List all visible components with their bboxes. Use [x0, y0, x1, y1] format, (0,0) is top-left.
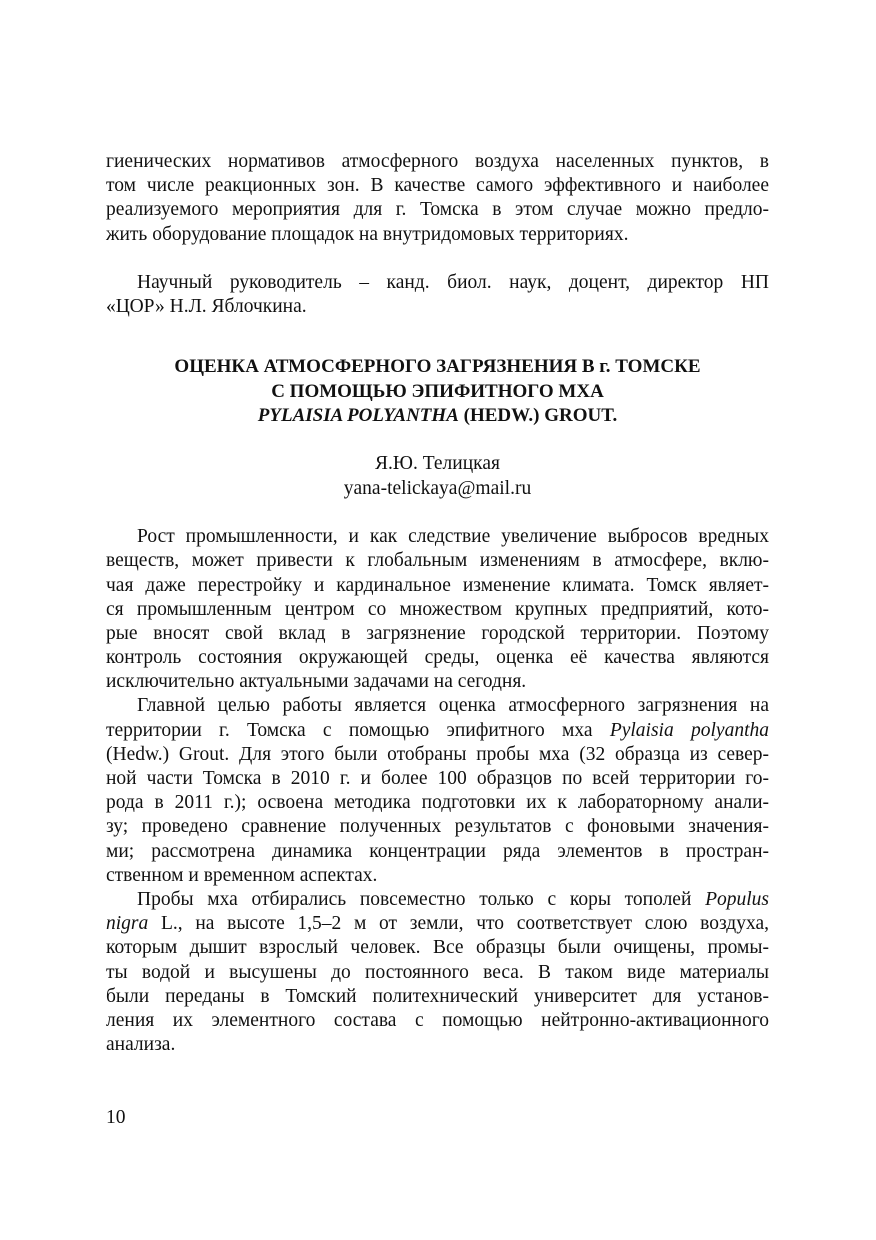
- text-line: зу; проведено сравнение полученных результатов с фоновыми значения-: [106, 816, 769, 838]
- text-line: рода в 2011 г.); освоена методика подготовки их к лабораторному анали-: [106, 792, 769, 814]
- text-line: реализуемого мероприятия для г. Томска в этом случае можно предло-: [106, 199, 769, 221]
- body-paragraph-3: [106, 888, 769, 1057]
- text-line: гиенических нормативов атмосферного воздуха населенных пунктов, в: [106, 151, 769, 172]
- text-line: «ЦОР» Н.Л. Яблочкина.: [106, 295, 307, 317]
- text-fragment: Пробы мха отбирались повсеместно только с коры тополей: [137, 888, 706, 910]
- text-line: чая даже перестройку и кардинальное изменение климата. Томск являет-: [106, 574, 769, 596]
- supervisor-note: [106, 271, 769, 319]
- text-line: веществ, может привести к глобальным изменениям в атмосфере, вклю-: [106, 550, 769, 572]
- author-email: yana-telickaya@mail.ru: [343, 477, 532, 499]
- document-page: [106, 150, 769, 1057]
- body-paragraph-1: [106, 525, 769, 694]
- title-line: [106, 404, 769, 428]
- text-line: ты водой и высушены до постоянного веса. В таком виде материалы: [106, 961, 769, 983]
- text-line: ственном и временном аспектах.: [106, 864, 378, 886]
- text-line: [106, 719, 769, 743]
- text-line: ми; рассмотрена динамика концентрации ряда элементов в простран-: [106, 840, 769, 862]
- text-line: (Hedw.) Grout. Для этого были отобраны пробы мха (32 образца из север-: [106, 743, 769, 765]
- text-line: [106, 888, 769, 912]
- author-block: [106, 452, 769, 501]
- species-epithet: nigra: [106, 913, 149, 935]
- text-line: Главной целью работы является оценка атмосферного загрязнения на: [137, 695, 769, 717]
- text-line: ся промышленным центром со множеством крупных предприятий, кото-: [106, 598, 769, 620]
- text-line: были переданы в Томский политехнический университет для установ-: [106, 985, 769, 1007]
- title-species-name: PYLAISIA POLYANTHA: [257, 404, 459, 426]
- article-title: [106, 355, 769, 428]
- text-fragment: L., на высоте 1,5–2 м от земли, что соответствует слою воздуха,: [148, 913, 769, 935]
- author-name: Я.Ю. Телицкая: [375, 453, 500, 475]
- species-name: Pylaisia polyantha: [609, 719, 769, 741]
- intro-paragraph: [106, 150, 769, 247]
- body-paragraph-2: [106, 694, 769, 888]
- page-number: 10: [106, 1107, 126, 1128]
- text-fragment: территории г. Томска с помощью эпифитного мха: [106, 719, 610, 741]
- text-line: Научный руководитель – канд. биол. наук, доцент, директор НП: [137, 271, 769, 293]
- text-line: жить оборудование площадок на внутридомовых территориях.: [106, 223, 629, 245]
- text-line: ления их элементного состава с помощью нейтронно-активационного: [106, 1009, 769, 1031]
- species-genus: Populus: [705, 888, 769, 910]
- title-species-authority: (HEDW.) GROUT.: [458, 404, 618, 426]
- title-line: С ПОМОЩЬЮ ЭПИФИТНОГО МХА: [271, 380, 604, 402]
- text-line: контроль состояния окружающей среды, оценка её качества являются: [106, 647, 769, 669]
- text-line: исключительно актуальными задачами на сегодня.: [106, 671, 527, 693]
- text-line: Рост промышленности, и как следствие увеличение выбросов вредных: [137, 526, 769, 548]
- text-line: ной части Томска в 2010 г. и более 100 образцов по всей территории го-: [106, 768, 769, 790]
- title-line: ОЦЕНКА АТМОСФЕРНОГО ЗАГРЯЗНЕНИЯ В г. ТОМСКЕ: [174, 356, 701, 378]
- text-line: рые вносят свой вклад в загрязнение городской территории. Поэтому: [106, 622, 769, 644]
- text-line: анализа.: [106, 1034, 176, 1056]
- text-line: том числе реакционных зон. В качестве самого эффективного и наиболее: [106, 175, 769, 197]
- text-line: [106, 912, 769, 936]
- text-line: которым дышит взрослый человек. Все образцы были очищены, промы-: [106, 937, 769, 959]
